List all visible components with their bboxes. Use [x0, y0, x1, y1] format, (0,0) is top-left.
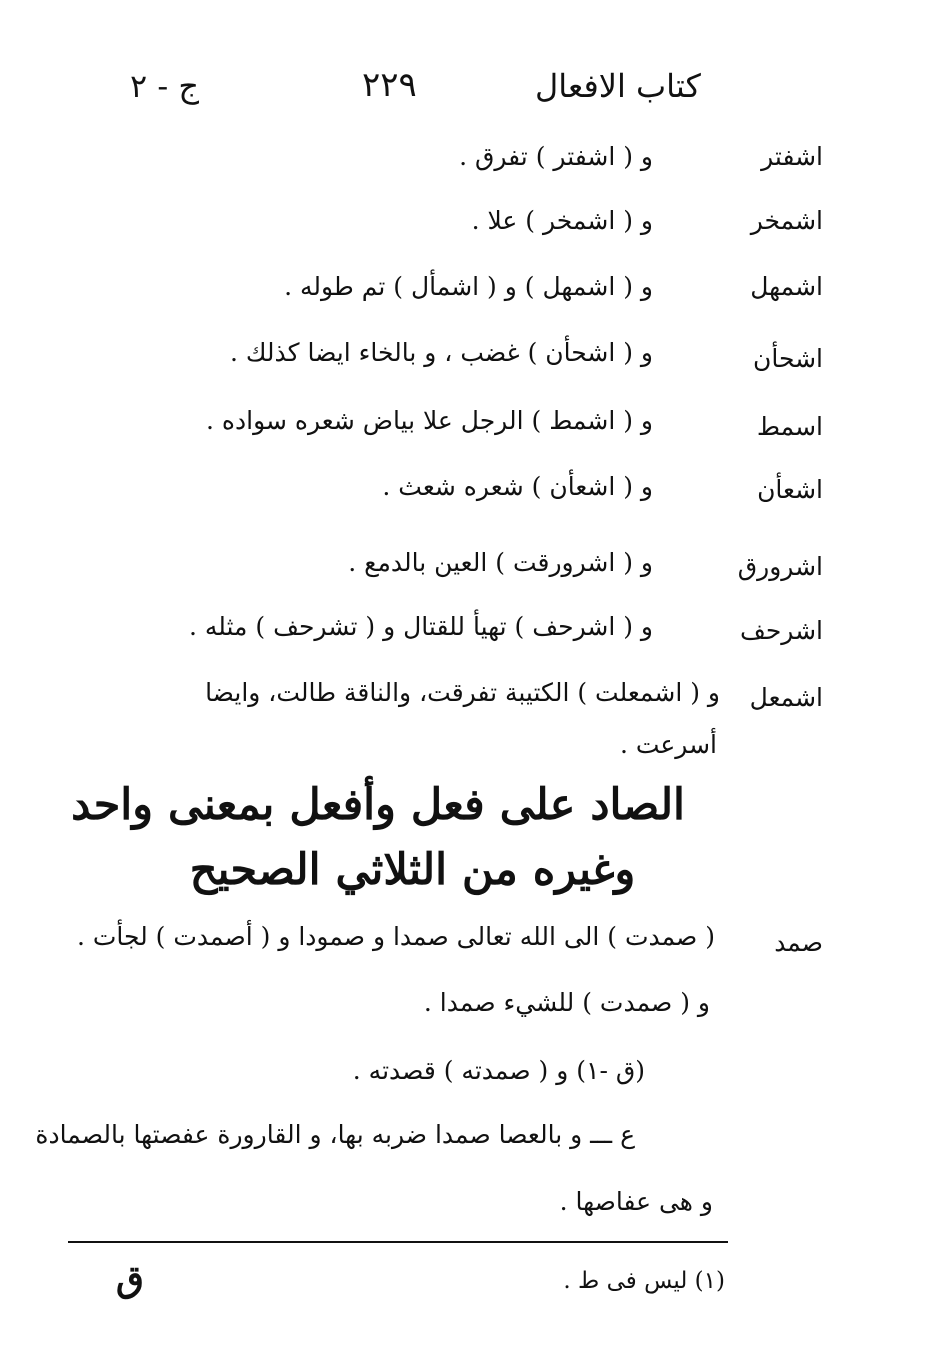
page-number: ٢٢٩ [362, 65, 417, 105]
headword: صمد [774, 928, 823, 957]
definition: و ( اشعأن ) شعره شعث . [382, 472, 653, 501]
headword: اشحأن [752, 344, 823, 373]
definition-line: و هى عفاصها . [559, 1187, 713, 1216]
headword: اشمخر [750, 206, 823, 235]
definition-continuation: أسرعت . [619, 730, 717, 759]
headword: اشمهل [750, 272, 823, 301]
definition: و ( اشمط ) الرجل علا بياض شعره سواده . [206, 406, 653, 435]
section-heading-line-2: وغيره من الثلاثي الصحيح [189, 845, 636, 895]
definition-line: ع ـــ و بالعصا صمدا ضربه بها، و القارورة عفصتها بالصمادة [35, 1120, 635, 1149]
headword: اسمط [756, 412, 823, 441]
headword: اشرحف [739, 616, 823, 645]
definition: و ( اشمعلت ) الكتيبة تفرقت، والناقة طالت، وايضا [205, 678, 720, 707]
definition: و ( اشحأن ) غضب ، و بالخاء ايضا كذلك . [229, 338, 653, 367]
headword: اشفتر [761, 142, 823, 171]
headword: اشرورق [737, 552, 823, 581]
book-title: كتاب الافعال [535, 67, 701, 105]
headword: اشمعل [749, 683, 823, 712]
definition: و ( اشفتر ) تفرق . [459, 142, 653, 171]
volume-number: ج - ٢ [130, 67, 199, 105]
definition-line: و ( صمدت ) للشيء صمدا . [423, 988, 710, 1017]
definition: و ( اشمخر ) علا . [471, 206, 653, 235]
headword: اشعأن [757, 475, 823, 504]
definition-line: ( صمدت ) الى الله تعالى صمدا و صمودا و ( أصمدت ) لجأت . [76, 922, 715, 951]
definition: و ( اشرحف ) تهيأ للقتال و ( تشرحف ) مثله . [188, 612, 653, 641]
signature-mark: ق [116, 1258, 144, 1300]
section-heading-line-1: الصاد على فعل وأفعل بمعنى واحد [71, 780, 685, 830]
definition: و ( اشمهل ) و ( اشمأل ) تم طوله . [284, 272, 653, 301]
definition: و ( اشرورقت ) العين بالدمع . [348, 548, 653, 577]
footnote: (١) ليس فى ط . [563, 1268, 725, 1294]
definition-line: (ق -١) و ( صمدته ) قصدته . [352, 1056, 645, 1085]
footnote-divider [68, 1241, 728, 1243]
